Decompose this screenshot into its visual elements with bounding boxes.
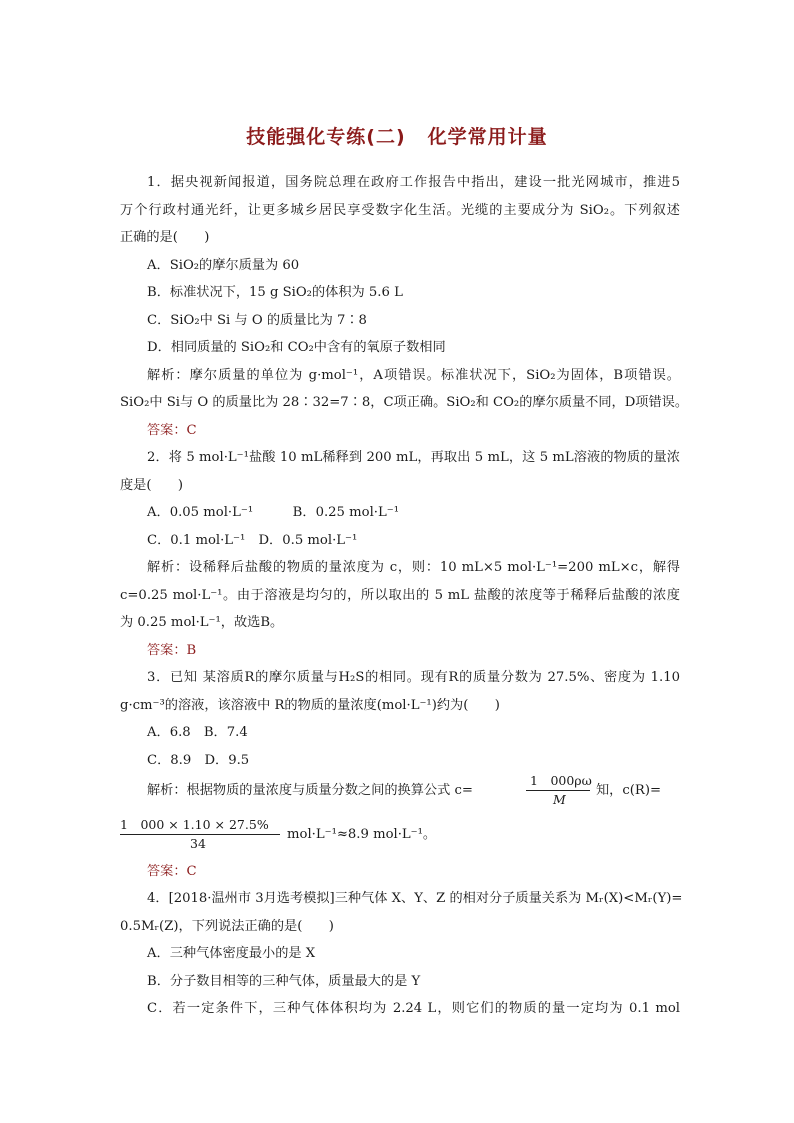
text-line: C．8.9 D．9.5 [147, 753, 250, 768]
title-main: 技能强化专练(二) [246, 126, 406, 148]
text-line: g·cm⁻³的溶液，该溶液中 R的物质的量浓度(mol·L⁻¹)约为( ) [120, 698, 500, 713]
text-line: 0.5Mᵣ(Z)，下列说法正确的是( ) [120, 919, 334, 934]
formula2-numerator: 1 000 × 1.10 × 27.5% [120, 817, 269, 832]
formula1-numerator: 1 000ρω [530, 773, 592, 788]
text-line: SiO₂中 Si与 O 的质量比为 28∶32=7∶8，C项正确。SiO₂和 CO₂的摩尔质量不同，D项错误。 [120, 395, 689, 410]
answer-line: 答案：C [147, 423, 197, 438]
text-line: A．三种气体密度最小的是 X [147, 946, 316, 961]
text-line: A．0.05 mol·L⁻¹ B．0.25 mol·L⁻¹ [147, 505, 399, 520]
formula2-denominator: 34 [190, 836, 206, 851]
text-line: 解析：摩尔质量的单位为 g·mol⁻¹，A项错误。标准状况下，SiO₂为固体，B项错误。 [147, 368, 680, 383]
formula1-after: 知，c(R)= [596, 783, 662, 798]
answer-line: 答案：C [147, 864, 197, 879]
text-line: A．6.8 B．7.4 [147, 725, 248, 740]
formula1-bar [526, 790, 590, 791]
text-line: 度是( ) [120, 478, 184, 493]
text-line: 2．将 5 mol·L⁻¹盐酸 10 mL稀释到 200 mL，再取出 5 mL，这 5 mL溶液的物质的量浓 [147, 450, 680, 465]
text-line: 3．已知 某溶质R的摩尔质量与H₂S的相同。现有R的质量分数为 27.5%、密度为 1.10 [147, 670, 680, 685]
text-line: 正确的是( ) [120, 230, 210, 245]
text-line: 万个行政村通光纤，让更多城乡居民享受数字化生活。光缆的主要成分为 SiO₂。下列叙述 [120, 203, 680, 218]
text-line: A．SiO₂的摩尔质量为 60 [147, 258, 300, 273]
text-line: c=0.25 mol·L⁻¹。由于溶液是均匀的，所以取出的 5 mL 盐酸的浓度等于稀释后盐酸的浓度 [120, 588, 680, 603]
text-line: 为 0.25 mol·L⁻¹，故选B。 [120, 615, 284, 630]
text-line: C．若一定条件下，三种气体体积均为 2.24 L，则它们的物质的量一定均为 0.1 mol [147, 1001, 680, 1016]
formula2-bar [120, 834, 280, 835]
formula1-denominator: M [553, 792, 566, 807]
text-line: 解析：设稀释后盐酸的物质的量浓度为 c，则：10 mL×5 mol·L⁻¹=200 mL×c，解得 [147, 560, 680, 575]
formula-intro: 解析：根据物质的量浓度与质量分数之间的换算公式 c= [147, 783, 473, 798]
formula2-after: mol·L⁻¹≈8.9 mol·L⁻¹。 [287, 827, 437, 842]
text-line: 1．据央视新闻报道，国务院总理在政府工作报告中指出，建设一批光网城市，推进5 [147, 175, 680, 190]
text-line: C．0.1 mol·L⁻¹ D．0.5 mol·L⁻¹ [147, 533, 358, 548]
text-line: B．标准状况下，15 g SiO₂的体积为 5.6 L [147, 285, 403, 300]
title-sub: 化学常用计量 [427, 126, 548, 148]
page-title [0, 122, 794, 149]
text-line: 4．[2018·温州市 3月选考模拟]三种气体 X、Y、Z 的相对分子质量关系为 Mᵣ(X)<Mᵣ(Y)= [147, 891, 683, 906]
text-line: C．SiO₂中 Si 与 O 的质量比为 7∶8 [147, 313, 367, 328]
text-line: D．相同质量的 SiO₂和 CO₂中含有的氧原子数相同 [147, 340, 446, 355]
answer-line: 答案：B [147, 643, 197, 658]
text-line: B．分子数目相等的三种气体，质量最大的是 Y [147, 974, 421, 989]
